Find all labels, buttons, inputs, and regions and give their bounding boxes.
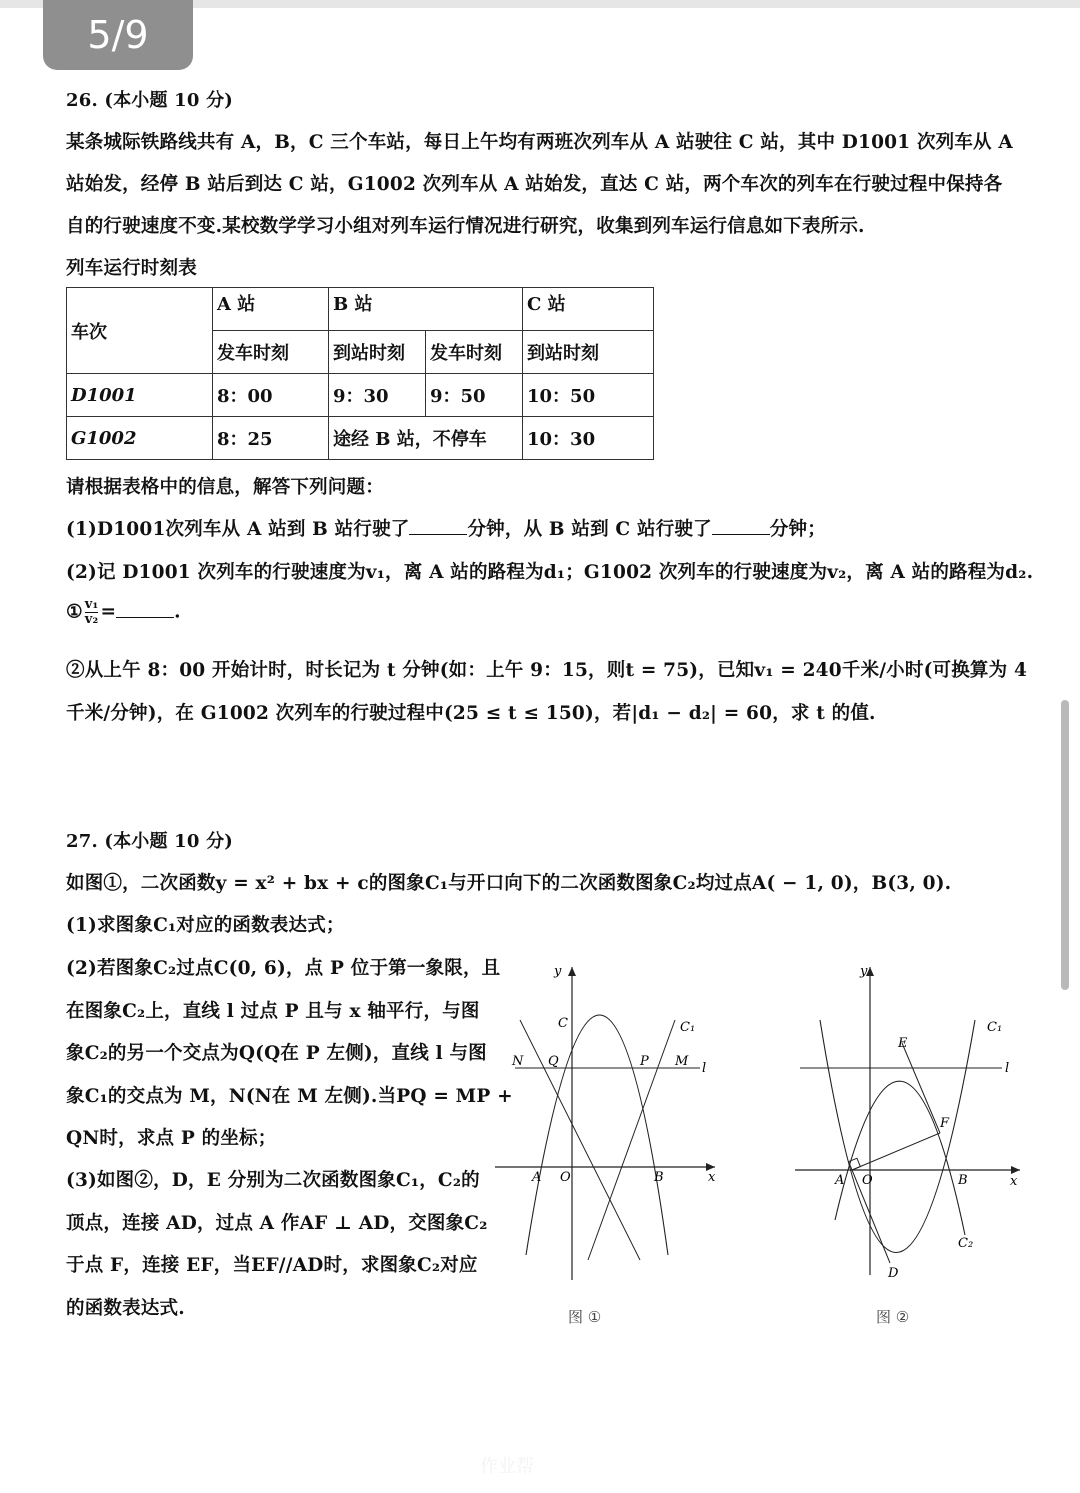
q26-part-2-2-b: 千米/分钟)，在 G1002 次列车的行驶过程中(25 ≤ t ≤ 150)，若|d₁ − d₂| = 60，求 t 的值. [66, 703, 876, 724]
q26-prompt: 请根据表格中的信息，解答下列问题： [66, 477, 384, 498]
q27-part-3-line-4: 的函数表达式. [66, 1298, 185, 1319]
q27-part-3-line-2: 顶点，连接 AD，过点 A 作AF ⊥ AD，交图象C₂ [66, 1213, 488, 1234]
cell-b-pass: 途经 B 站，不停车 [329, 417, 523, 460]
figure-1 [490, 955, 730, 1295]
label-c: C [558, 1016, 568, 1031]
label-f: F [940, 1116, 950, 1131]
watermark: 作业帮 [480, 1456, 534, 1477]
curve-c1-left [520, 1020, 640, 1260]
cell-train: G1002 [67, 417, 213, 460]
q27-intro: 如图①，二次函数y = x² + bx + c的图象C₁与开口向下的二次函数图象C₂均过点A( − 1, 0)，B(3, 0). [66, 873, 952, 894]
label-x: x [1010, 1174, 1018, 1189]
scrollbar-thumb[interactable] [1061, 700, 1069, 990]
q26-header: 26. (本小题 10 分) [66, 90, 233, 111]
curve-c2 [526, 1015, 668, 1255]
label-y: y [860, 964, 868, 979]
p1-text-b: 分钟，从 B 站到 C 站行驶了 [467, 519, 712, 540]
q27-part-3-line-1: (3)如图②，D，E 分别为二次函数图象C₁，C₂的 [66, 1170, 480, 1191]
q27-part-2-line-2: 在图象C₂上，直线 l 过点 P 且与 x 轴平行，与图 [66, 1001, 480, 1022]
col-train: 车次 [67, 288, 213, 374]
cell-a-dep: 8：25 [213, 417, 329, 460]
q26-part-2-1 [66, 598, 181, 627]
cell-train: D1001 [67, 374, 213, 417]
curve-c1 [820, 1020, 975, 1253]
q27-header: 27. (本小题 10 分) [66, 831, 233, 852]
label-c1: C₁ [680, 1020, 696, 1035]
q27-part-2-line-4: 象C₁的交点为 M，N(N在 M 左侧).当PQ = MP + [66, 1086, 513, 1107]
curve-c2 [835, 1081, 965, 1235]
col-station-b: B 站 [329, 288, 523, 331]
label-l: l [1005, 1061, 1010, 1076]
figure-2 [790, 955, 1030, 1295]
label-d: D [888, 1266, 899, 1281]
answer-blank[interactable] [409, 516, 467, 535]
label-n: N [512, 1054, 524, 1069]
frac-den: v₂ [84, 612, 99, 627]
q26-part-2: (2)记 D1001 次列车的行驶速度为v₁，离 A 站的路程为d₁；G1002 次列车的行驶速度为v₂，离 A 站的路程为d₂. [66, 562, 1034, 583]
timetable [66, 287, 654, 460]
col-a-depart: 发车时刻 [213, 331, 329, 374]
period: . [174, 601, 181, 623]
table-row [67, 417, 654, 460]
fraction [85, 598, 99, 627]
col-station-a: A 站 [213, 288, 329, 331]
label-m: M [675, 1054, 689, 1069]
cell-b-dep: 9：50 [426, 374, 523, 417]
col-b-arrive: 到站时刻 [329, 331, 426, 374]
q27-part-2-line-1: (2)若图象C₂过点C(0, 6)，点 P 位于第一象限，且 [66, 958, 501, 979]
q26-intro-line-2: 站始发，经停 B 站后到达 C 站，G1002 次列车从 A 站始发，直达 C 站，两个车次的列车在行驶过程中保持各 [66, 174, 1003, 195]
table-row [67, 374, 654, 417]
col-c-arrive: 到站时刻 [523, 331, 654, 374]
label-a: A [835, 1173, 845, 1188]
col-station-c: C 站 [523, 288, 654, 331]
q26-part-2-2-a: ②从上午 8：00 开始计时，时长记为 t 分钟(如：上午 9：15，则t = 75)，已知v₁ = 240千米/小时(可换算为 4 [66, 660, 1028, 681]
label-y: y [554, 964, 562, 979]
figure-2-caption: 图 ② [876, 1308, 910, 1326]
q26-intro-line-1: 某条城际铁路线共有 A，B，C 三个车站，每日上午均有两班次列车从 A 站驶往 C 站，其中 D1001 次列车从 A [66, 132, 1013, 153]
label-o: O [862, 1173, 873, 1188]
figure-1-caption: 图 ① [568, 1308, 602, 1326]
curve-c1-right [588, 1020, 675, 1260]
label-x: x [708, 1170, 716, 1185]
label-a: A [532, 1170, 542, 1185]
q27-part-2-line-3: 象C₂的另一个交点为Q(Q在 P 左侧)，直线 l 与图 [66, 1043, 487, 1064]
q26-part-1 [66, 515, 826, 541]
circle-one: ① [66, 601, 83, 623]
cell-c-arr: 10：30 [523, 417, 654, 460]
answer-blank[interactable] [116, 599, 174, 618]
answer-blank[interactable] [712, 516, 770, 535]
label-c1: C₁ [987, 1020, 1003, 1035]
cell-a-dep: 8：00 [213, 374, 329, 417]
label-b: B [958, 1173, 968, 1188]
col-b-depart: 发车时刻 [426, 331, 523, 374]
page-indicator: 5/9 [43, 0, 193, 70]
q26-intro-line-3: 自的行驶速度不变.某校数学学习小组对列车运行情况进行研究，收集到列车运行信息如下表所示. [66, 216, 865, 237]
frac-num: v₁ [84, 597, 99, 612]
label-o: O [560, 1170, 571, 1185]
equals: = [100, 601, 117, 623]
cell-c-arr: 10：50 [523, 374, 654, 417]
label-p: P [640, 1054, 649, 1069]
p1-text-c: 分钟； [769, 519, 826, 540]
table-title: 列车运行时刻表 [66, 258, 197, 279]
label-c2: C₂ [958, 1236, 974, 1251]
label-q: Q [548, 1054, 559, 1069]
label-b: B [654, 1170, 664, 1185]
cell-b-arr: 9：30 [329, 374, 426, 417]
p1-text-a: (1)D1001次列车从 A 站到 B 站行驶了 [66, 519, 410, 540]
q27-part-3-line-3: 于点 F，连接 EF，当EF//AD时，求图象C₂对应 [66, 1255, 478, 1276]
label-e: E [898, 1036, 908, 1051]
q27-part-1: (1)求图象C₁对应的函数表达式； [66, 915, 345, 936]
label-l: l [702, 1061, 707, 1076]
q27-part-2-line-5: QN时，求点 P 的坐标； [66, 1128, 277, 1149]
